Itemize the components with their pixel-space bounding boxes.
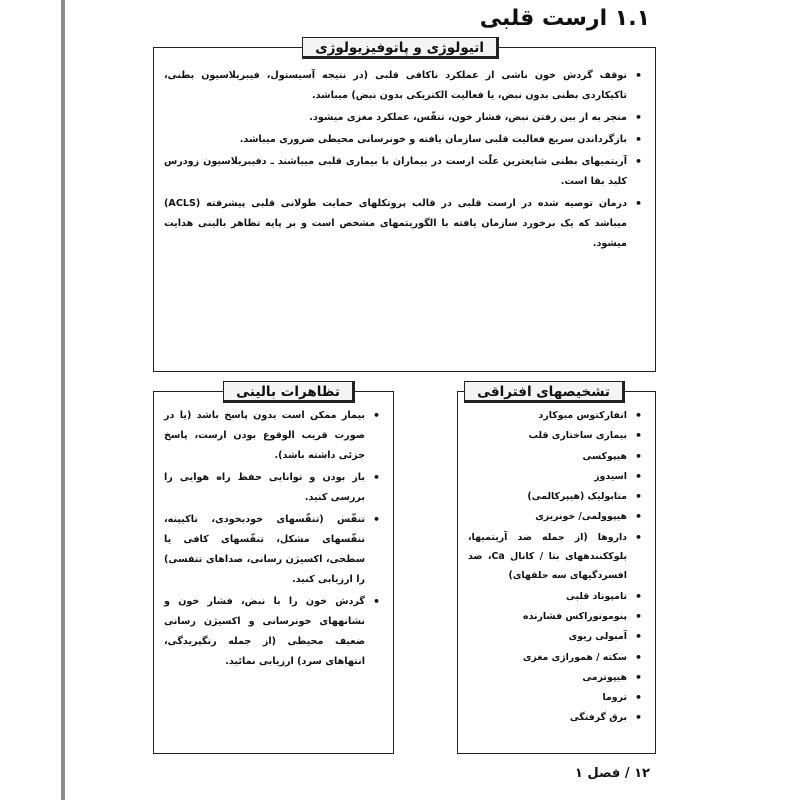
bullet-icon: • (634, 650, 642, 664)
list-item: • گردش خون را با نبض، فشار خون و نشانههای خونرسانی و اکسیژن رسانی ضعیف محیطی (از جمله رنگپریدگی، انتهاهای سرد) ارزیابی نمائید. (164, 592, 381, 672)
bullet-icon: • (634, 711, 642, 725)
etiology-box (153, 40, 656, 372)
page-title: ۱.۱ ارست قلبی (479, 6, 650, 31)
page-footer: ۱۲ / فصل ۱ (574, 766, 650, 781)
etiology-list (164, 66, 643, 256)
clinical-findings-heading: تظاهرات بالینی (223, 381, 355, 403)
bullet-icon: • (372, 471, 380, 484)
clinical-findings-box (153, 384, 394, 754)
list-item: • بیمار ممکن است بدون پاسخ باشد (یا در صورت قریب الوقوع بودن ارست، پاسخ جزئی داشته باشد). (164, 406, 381, 466)
differential-diagnosis-heading: تشخیصهای افتراقی (464, 381, 625, 403)
bullet-icon: • (634, 510, 642, 524)
bullet-icon: • (634, 69, 642, 82)
list-item: • تروما (468, 688, 643, 707)
list-item: • داروها (از جمله ضد آریتمیها، بلوککنندههای بتا / کانال Ca، ضد افسردگیهای سه حلقهای) (468, 528, 643, 586)
clinical-findings-list (164, 406, 381, 674)
bullet-icon: • (634, 155, 642, 168)
list-item: • متابولیک (هیپرکالمی) (468, 487, 643, 506)
bullet-icon: • (634, 609, 642, 623)
list-item: • اسیدوز (468, 467, 643, 486)
list-item: • انفارکتوس میوکارد (468, 406, 643, 425)
list-item: • آریتمیهای بطنی شایعترین علّت ارست در بیماران با بیماری قلبی میباشند ـ دفیبریلاسیون زودرس کلید بقا است. (164, 152, 643, 192)
bullet-icon: • (634, 670, 642, 684)
list-item: • هیپوکسی (468, 447, 643, 466)
bullet-icon: • (634, 469, 642, 483)
page-edge-sidebar (25, 0, 65, 800)
bullet-icon: • (634, 111, 642, 124)
list-item: • آمبولی ریوی (468, 627, 643, 646)
list-item: • برق گرفتگی (468, 708, 643, 727)
differential-diagnosis-box (457, 384, 656, 754)
list-item: • پنوموتوراکس فشارنده (468, 607, 643, 626)
list-item: • توقف گردش خون ناشی از عملکرد ناکافی قلبی (در نتیجه آسیستول، فیبریلاسیون بطنی، تاکیکاردی بطنی بدون نبض، یا فعالیت الکتریکی بدون نبض) میباشد. (164, 66, 643, 106)
bullet-icon: • (634, 630, 642, 644)
list-item: • هیپوترمی (468, 668, 643, 687)
list-item: • تنفّس (تنفّسهای خودبخودی، تاکیپنه، تنفّسهای مشکل، تنفّسهای کافی یا سطحی، اکسیژن رسانی، صداهای تنفسی) را ارزیابی کنید. (164, 510, 381, 590)
bullet-icon: • (634, 530, 642, 544)
list-item: • منجر به از بین رفتن نبض، فشار خون، تنفّس، عملکرد مغزی میشود. (164, 108, 643, 128)
list-item: • درمان توصیه شده در ارست قلبی در قالب پروتکلهای حمایت طولانی قلبی پیشرفته (ACLS) میباشد که یک برخورد سازمان یافته با الگوریتمهای مشخص است و بر پایه تظاهر بالینی هدایت میشود. (164, 194, 643, 254)
list-item: • تامپوناد قلبی (468, 587, 643, 606)
list-item: • باز بودن و توانایی حفظ راه هوایی را بررسی کنید. (164, 468, 381, 508)
list-item: • هیپوولمی/ خونریزی (468, 507, 643, 526)
bullet-icon: • (634, 691, 642, 705)
list-item: • بازگرداندن سریع فعالیت قلبی سازمان یافته و خونرسانی محیطی ضروری میباشد. (164, 130, 643, 150)
bullet-icon: • (634, 197, 642, 210)
etiology-heading: اتیولوژی و پاتوفیزیولوژی (302, 37, 499, 59)
bullet-icon: • (634, 409, 642, 422)
bullet-icon: • (634, 589, 642, 603)
bullet-icon: • (634, 490, 642, 504)
bullet-icon: • (634, 133, 642, 146)
list-item: • سکته / هموراژی مغزی (468, 648, 643, 667)
bullet-icon: • (372, 409, 380, 422)
bullet-icon: • (634, 449, 642, 463)
differential-diagnosis-list (468, 406, 643, 729)
bullet-icon: • (372, 595, 380, 608)
bullet-icon: • (372, 513, 380, 526)
bullet-icon: • (634, 429, 642, 443)
list-item: • بیماری ساختاری قلب (468, 426, 643, 445)
